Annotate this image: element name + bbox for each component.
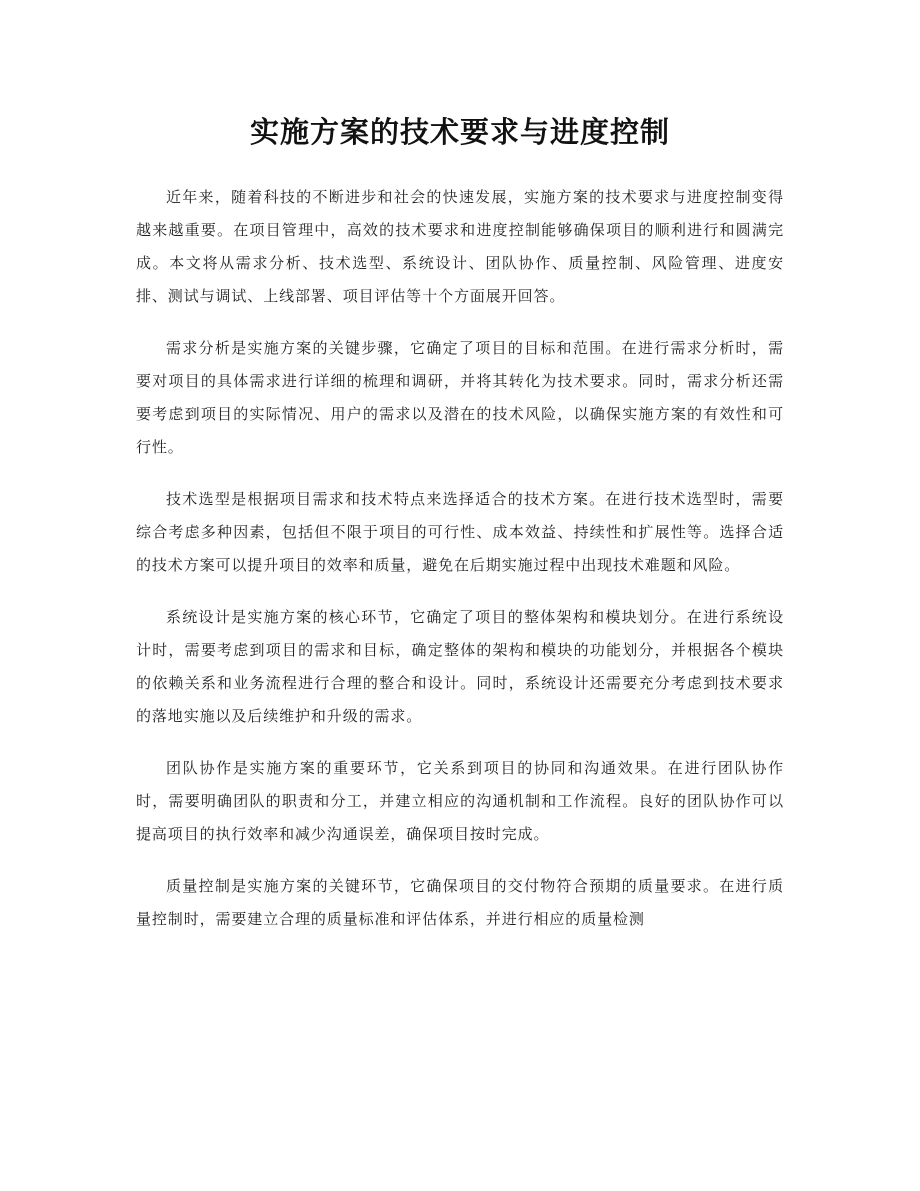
paragraph-technology-selection: 技术选型是根据项目需求和技术特点来选择适合的技术方案。在进行技术选型时，需要综合考虑多种因素，包括但不限于项目的可行性、成本效益、持续性和扩展性等。选择合适的技术方案可以提升项目的效率和质量，避免在后期实施过程中出现技术难题和风险。 [136,490,784,574]
paragraph-quality-control: 质量控制是实施方案的关键环节，它确保项目的交付物符合预期的质量要求。在进行质量控制时，需要建立合理的质量标准和评估体系，并进行相应的质量检测 [136,877,784,928]
document-body [136,181,784,955]
paragraph-system-design: 系统设计是实施方案的核心环节，它确定了项目的整体架构和模块划分。在进行系统设计时，需要考虑到项目的需求和目标，确定整体的架构和模块的功能划分，并根据各个模块的依赖关系和业务流程进行合理的整合和设计。同时，系统设计还需要充分考虑到技术要求的落地实施以及后续维护和升级的需求。 [136,608,784,725]
paragraph-intro: 近年来，随着科技的不断进步和社会的快速发展，实施方案的技术要求与进度控制变得越来越重要。在项目管理中，高效的技术要求和进度控制能够确保项目的顺利进行和圆满完成。本文将从需求分析、技术选型、系统设计、团队协作、质量控制、风险管理、进度安排、测试与调试、上线部署、项目评估等十个方面展开回答。 [136,188,784,305]
document-title: 实施方案的技术要求与进度控制 [249,115,670,149]
paragraph-requirements-analysis: 需求分析是实施方案的关键步骤，它确定了项目的目标和范围。在进行需求分析时，需要对项目的具体需求进行详细的梳理和调研，并将其转化为技术要求。同时，需求分析还需要考虑到项目的实际情况、用户的需求以及潜在的技术风险，以确保实施方案的有效性和可行性。 [136,339,784,456]
paragraph-team-collaboration: 团队协作是实施方案的重要环节，它关系到项目的协同和沟通效果。在进行团队协作时，需要明确团队的职责和分工，并建立相应的沟通机制和工作流程。良好的团队协作可以提高项目的执行效率和减少沟通误差，确保项目按时完成。 [136,759,784,843]
